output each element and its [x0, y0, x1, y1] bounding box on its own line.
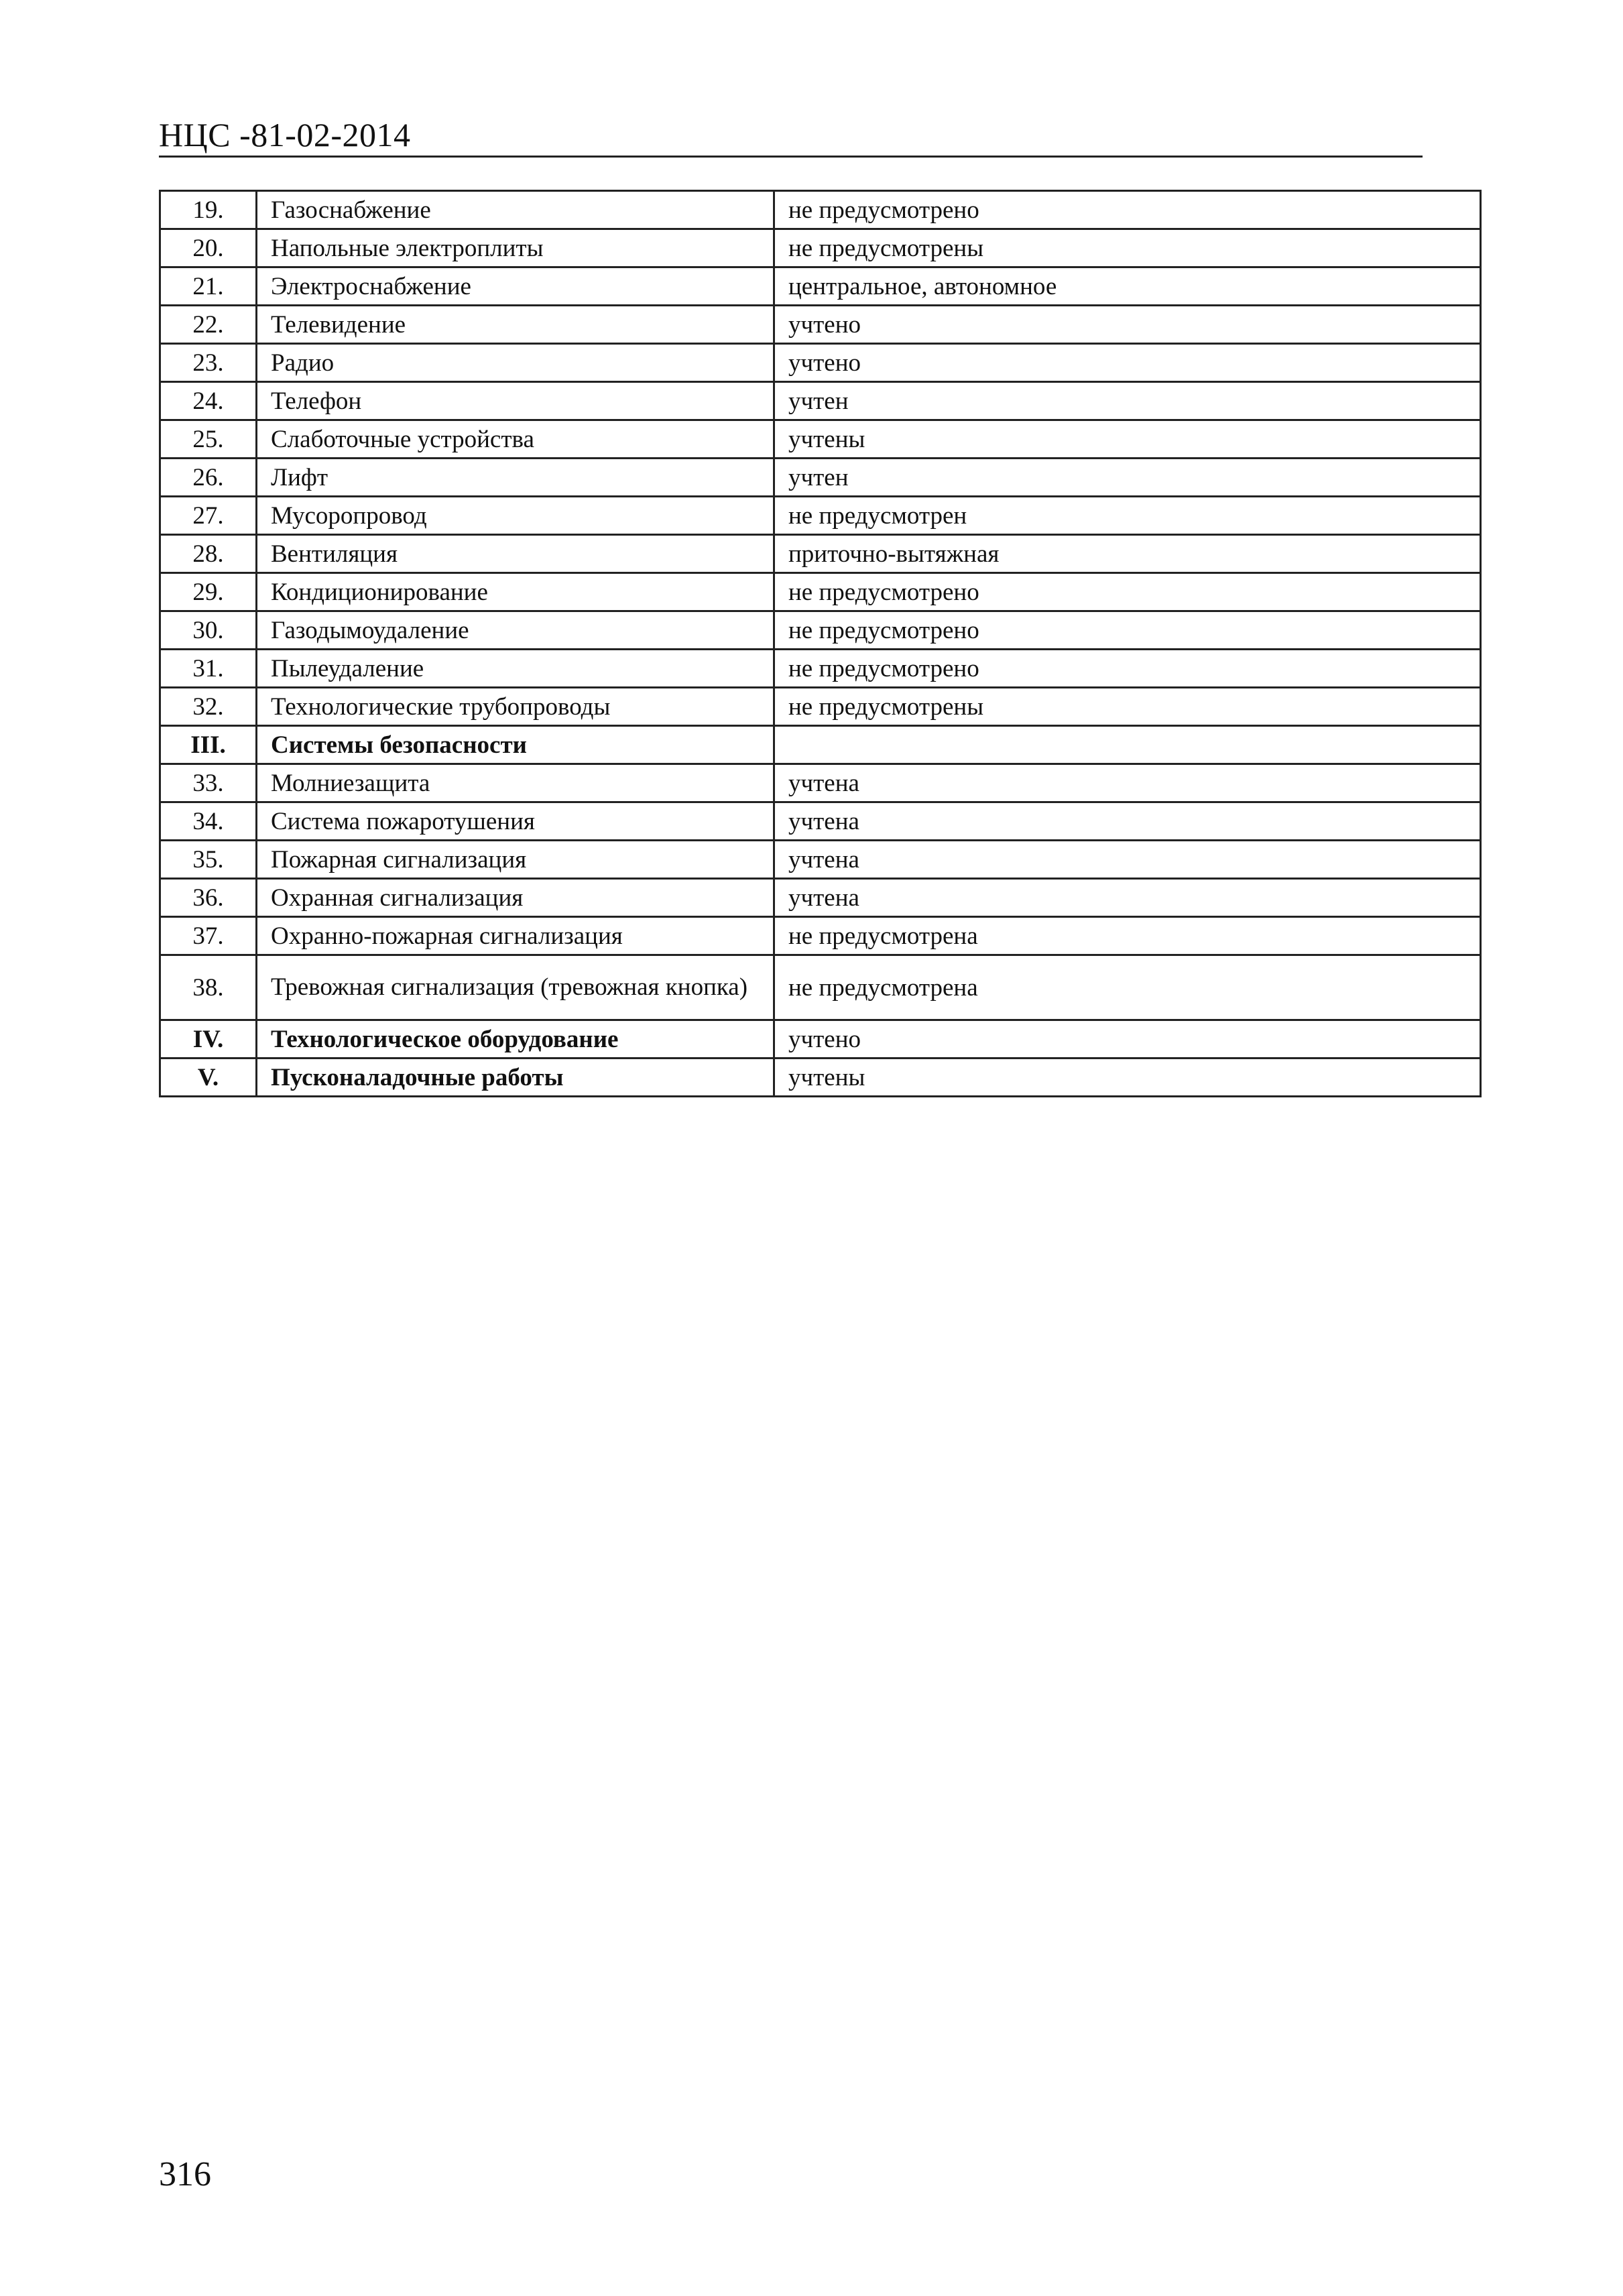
section-value: учтены: [774, 1059, 1481, 1097]
row-value: не предусмотрено: [774, 573, 1481, 611]
section-number: V.: [160, 1059, 257, 1097]
page-header: [159, 107, 1423, 158]
row-value: учтена: [774, 764, 1481, 802]
row-value: не предусмотрен: [774, 497, 1481, 535]
row-name: Телевидение: [257, 306, 774, 344]
row-name: Лифт: [257, 459, 774, 497]
row-value: центральное, автономное: [774, 267, 1481, 306]
page-number: 316: [159, 2155, 211, 2193]
table-row: [160, 917, 1481, 955]
row-name: Вентиляция: [257, 535, 774, 573]
row-number: 31.: [160, 650, 257, 688]
table-row: [160, 191, 1481, 229]
row-number: 19.: [160, 191, 257, 229]
section-title: Системы безопасности: [257, 726, 774, 764]
table-row: [160, 611, 1481, 650]
section-row: [160, 1020, 1481, 1059]
section-number: IV.: [160, 1020, 257, 1059]
row-value: учтен: [774, 382, 1481, 420]
document-code: НЦС -81-02-2014: [159, 116, 411, 154]
section-row: [160, 1059, 1481, 1097]
table-row: [160, 955, 1481, 1020]
row-number: 26.: [160, 459, 257, 497]
row-value: учтен: [774, 459, 1481, 497]
section-row: [160, 726, 1481, 764]
row-value: учтена: [774, 802, 1481, 841]
row-name: Радио: [257, 344, 774, 382]
row-number: 29.: [160, 573, 257, 611]
row-value: не предусмотрены: [774, 688, 1481, 726]
section-title: Пусконаладочные работы: [257, 1059, 774, 1097]
table-row: [160, 841, 1481, 879]
table-row: [160, 802, 1481, 841]
row-number: 38.: [160, 955, 257, 1020]
row-value: учтено: [774, 306, 1481, 344]
row-number: 35.: [160, 841, 257, 879]
row-value: не предусмотрены: [774, 229, 1481, 267]
row-name: Тревожная сигнализация (тревожная кнопка): [257, 955, 774, 1020]
table-row: [160, 382, 1481, 420]
row-name: Кондиционирование: [257, 573, 774, 611]
row-number: 36.: [160, 879, 257, 917]
row-number: 37.: [160, 917, 257, 955]
row-name: Охранно-пожарная сигнализация: [257, 917, 774, 955]
row-number: 34.: [160, 802, 257, 841]
section-value: учтено: [774, 1020, 1481, 1059]
row-name: Телефон: [257, 382, 774, 420]
row-value: учтена: [774, 841, 1481, 879]
row-name: Мусоропровод: [257, 497, 774, 535]
row-value: не предусмотрена: [774, 917, 1481, 955]
row-value: учтены: [774, 420, 1481, 459]
row-name: Напольные электроплиты: [257, 229, 774, 267]
row-number: 27.: [160, 497, 257, 535]
row-value: приточно-вытяжная: [774, 535, 1481, 573]
row-value: не предусмотрена: [774, 955, 1481, 1020]
row-number: 33.: [160, 764, 257, 802]
row-number: 28.: [160, 535, 257, 573]
row-name: Охранная сигнализация: [257, 879, 774, 917]
table-row: [160, 764, 1481, 802]
table-row: [160, 879, 1481, 917]
row-name: Технологические трубопроводы: [257, 688, 774, 726]
row-value: учтено: [774, 344, 1481, 382]
row-value: не предусмотрено: [774, 191, 1481, 229]
row-number: 25.: [160, 420, 257, 459]
specification-table: [159, 190, 1482, 1097]
table-row: [160, 497, 1481, 535]
table-row: [160, 306, 1481, 344]
table-row: [160, 229, 1481, 267]
row-name: Система пожаротушения: [257, 802, 774, 841]
row-name: Пылеудаление: [257, 650, 774, 688]
row-number: 32.: [160, 688, 257, 726]
row-name: Электроснабжение: [257, 267, 774, 306]
table-row: [160, 535, 1481, 573]
row-name: Газодымоудаление: [257, 611, 774, 650]
row-number: 20.: [160, 229, 257, 267]
section-value: [774, 726, 1481, 764]
row-value: учтена: [774, 879, 1481, 917]
row-number: 21.: [160, 267, 257, 306]
section-title: Технологическое оборудование: [257, 1020, 774, 1059]
row-name: Газоснабжение: [257, 191, 774, 229]
table-row: [160, 573, 1481, 611]
row-name: Пожарная сигнализация: [257, 841, 774, 879]
table-row: [160, 688, 1481, 726]
row-value: не предусмотрено: [774, 611, 1481, 650]
table-row: [160, 344, 1481, 382]
table-row: [160, 459, 1481, 497]
row-name: Слаботочные устройства: [257, 420, 774, 459]
row-number: 23.: [160, 344, 257, 382]
row-number: 30.: [160, 611, 257, 650]
table-row: [160, 650, 1481, 688]
row-number: 22.: [160, 306, 257, 344]
table-row: [160, 420, 1481, 459]
table-row: [160, 267, 1481, 306]
row-value: не предусмотрено: [774, 650, 1481, 688]
row-number: 24.: [160, 382, 257, 420]
row-name: Молниезащита: [257, 764, 774, 802]
section-number: III.: [160, 726, 257, 764]
